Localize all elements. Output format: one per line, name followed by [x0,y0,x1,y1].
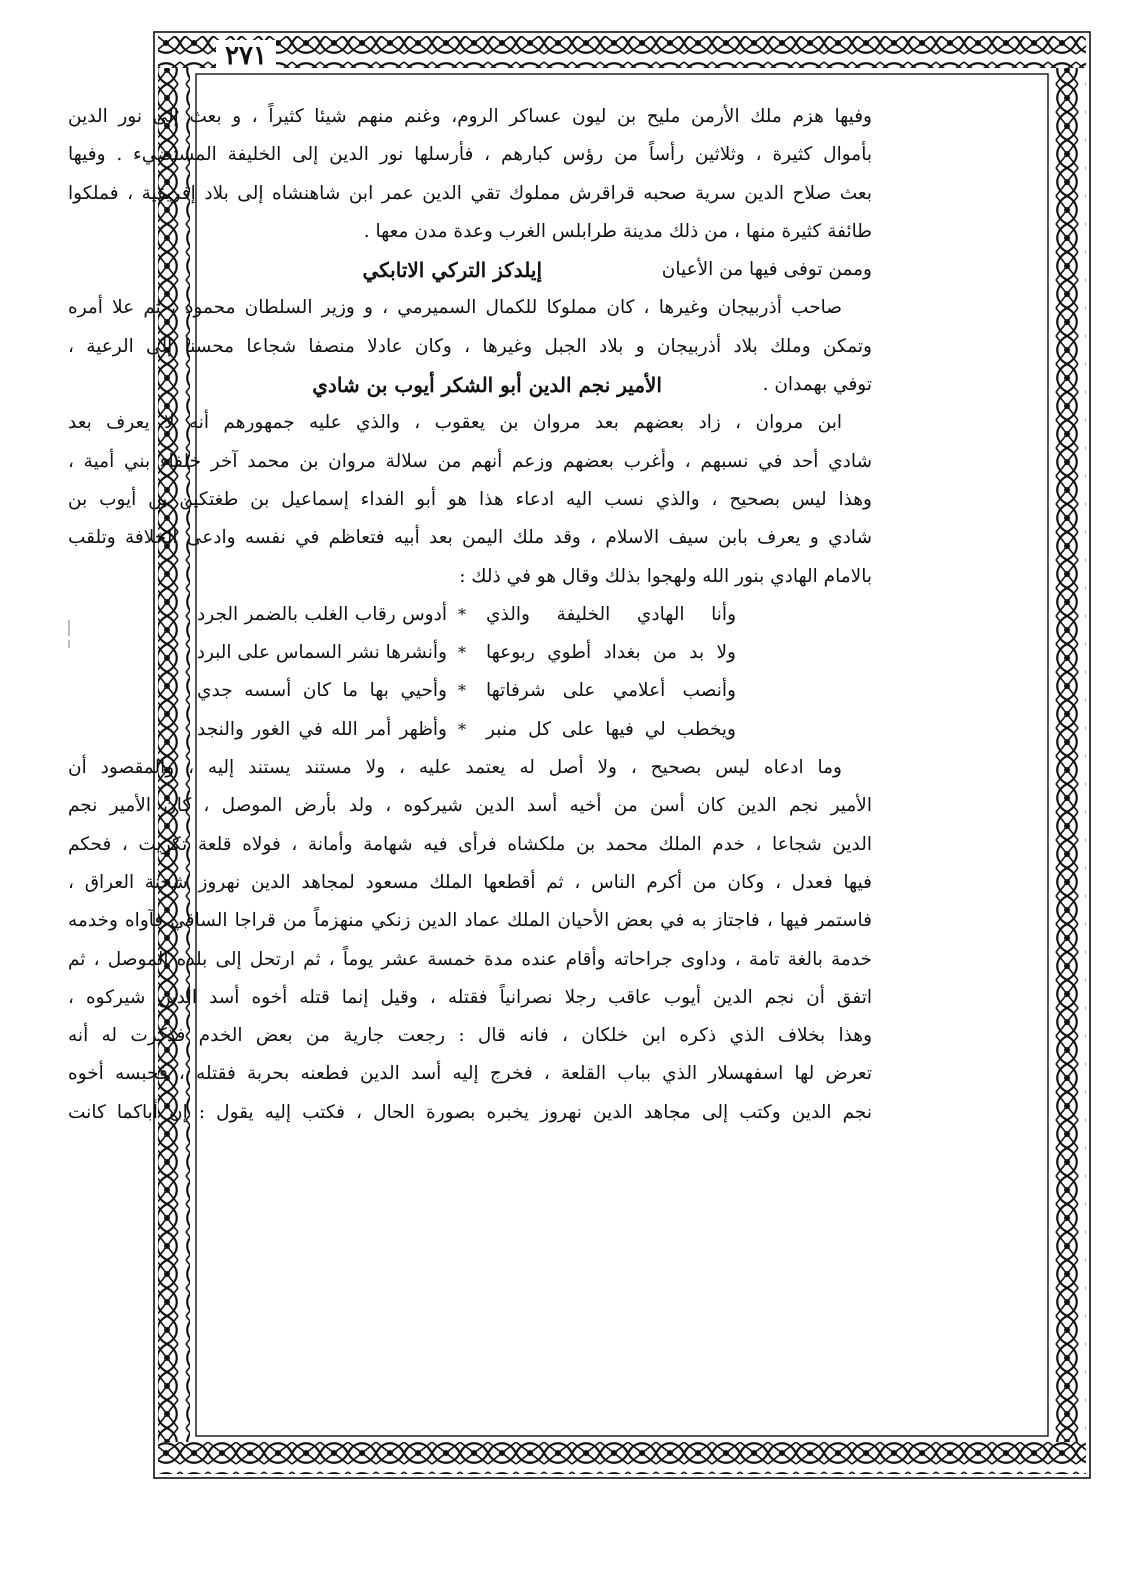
poem-verse-2 [68,634,872,672]
verse-first-hemistich: وأنصب أعلامي على شرفاتها [486,680,736,702]
text-line: فاستمر فيها ، فاجتاز به في بعض الأحيان الملك عماد الدين زنكي منهزماً من قراجا الساقي فآواه وخدمه [68,910,872,932]
text-line: ابن مروان ، زاد بعضهم بعد مروان بن يعقوب ، والذي عليه جمهورهم أنه لا يعرف بعد [68,412,842,434]
text-line: وما ادعاه ليس بصحيح ، ولا أصل له يعتمد عليه ، ولا مستند يستند إليه ، والمقصود أن [68,757,842,779]
verse-second-hemistich: وأظهر أمر الله في الغور والنجد [197,718,447,740]
text-line: بأموال كثيرة ، وثلاثين رأساً من رؤس كبارهم ، فأرسلها نور الدين إلى الخليفة المستضيء . وفيها [68,144,872,166]
text-line: صاحب أذربيجان وغيرها ، كان مملوكا للكمال السميرمي ، و وزير السلطان محمود ، ثم علا أمره [68,297,842,319]
text-line: طائفة كثيرة منها ، من ذلك مدينة طرابلس الغرب وعدة مدن معها . [363,220,872,242]
verse-second-hemistich: وأنشرها نشر السماس على البرد [196,642,447,664]
text-line: بعث صلاح الدين سرية صحبه قراقرش مملوك تقي الدين عمر ابن شاهنشاه إلى بلاد إفريقية ، فملكوا [68,182,872,204]
text-line: وهذا بخلاف الذي ذكره ابن خلكان ، فانه قال : رجعت جارية من بعض الخدم فذكرت له أنه [68,1025,872,1047]
poem-verse-1 [68,596,872,634]
text-line: الدين شجاعا ، خدم الملك محمد بن ملكشاه فرأى فيه شهامة وأمانة ، فولاه قلعة تكريت ، فحكم [68,833,872,855]
person-name-heading: إيلدكز التركي الاتابكي [362,258,542,283]
poem-verse-3 [68,672,872,710]
verse-first-hemistich: ويخطب لي فيها على كل منبر [486,718,736,740]
verse-first-hemistich: ولا بد من بغداد أطوي ربوعها [486,642,736,664]
margin-scan-mark [68,640,70,648]
text-line: تعرض لها اسفهسلار الذي بباب القلعة ، فخرج إليه أسد الدين فطعنه بحربة فقتله ، فحبسه أخوه [68,1063,872,1085]
obituary-heading-ildegiz [68,251,872,289]
verse-separator-icon: * [458,719,466,739]
text-line: شادي أحد في نسبهم ، وأغرب بعضهم وزعم أنهم من سلالة مروان بن محمد آخر خلفاء بني أمية ، [68,450,872,472]
text-line: الأمير نجم الدين كان أسن من أخيه أسد الدين شيركوه ، ولد بأرض الموصل ، كان الأمير نجم [68,795,872,817]
page-body-text [68,98,872,1132]
verse-separator-icon: * [458,643,466,663]
verse-second-hemistich: وأحيي بها ما كان أسسه جدي [197,680,447,702]
text-line: شادي و يعرف بابن سيف الاسلام ، وقد ملك اليمن بعد أبيه فتعاظم في نفسه وادعى الخلافة وتلقب [68,527,872,549]
death-place-text: توفي بهمدان . [762,374,872,396]
verse-separator-icon: * [458,681,466,701]
section-intro-text: وممن توفى فيها من الأعيان [661,259,872,281]
page-number: ٢٧١ [216,40,276,72]
text-line: خدمة بالغة تامة ، وداوى جراحاته وأقام عنده مدة خمسة عشر يوماً ، ثم ارتحل إلى بلده الموصل ، ثم [68,948,872,970]
verse-first-hemistich: وأنا الهادي الخليفة والذي [486,603,736,625]
verse-separator-icon: * [458,604,466,624]
person-name-heading: الأمير نجم الدين أبو الشكر أيوب بن شادي [312,373,662,398]
text-line: وفيها هزم ملك الأرمن مليح بن ليون عساكر الروم، وغنم منهم شيئا كثيراً ، و بعث إلى نور الدين [68,106,872,127]
verse-second-hemistich: أدوس رقاب الغلب بالضمر الجرد [197,603,447,625]
text-line: وتمكن وملك بلاد أذربيجان و بلاد الجبل وغيرها ، وكان عادلا منصفا شجاعا محسنا إلى الرعية ، [68,335,872,357]
text-line: بالامام الهادي بنور الله ولهجوا بذلك وقال هو في ذلك : [459,565,872,587]
margin-scan-mark [68,620,70,636]
poem-verse-4 [68,711,872,749]
text-line: وهذا ليس بصحيح ، والذي نسب اليه ادعاء هذا هو أبو الفداء إسماعيل بن طغتكين بن أيوب بن [68,488,872,510]
obituary-heading-ayyub [68,366,872,404]
text-line: فيها فعدل ، وكان من أكرم الناس ، ثم أقطعها الملك مسعود لمجاهد الدين نهروز شحنة العراق ، [68,871,872,893]
text-line: اتفق أن نجم الدين أيوب عاقب رجلا نصرانياً فقتله ، وقيل إنما قتله أخوه أسد الدين شيركوه ، [68,986,872,1008]
text-line: نجم الدين وكتب إلى مجاهد الدين نهروز يخبره بصورة الحال ، فكتب إليه يقول : إن أباكما كانت [68,1101,872,1123]
